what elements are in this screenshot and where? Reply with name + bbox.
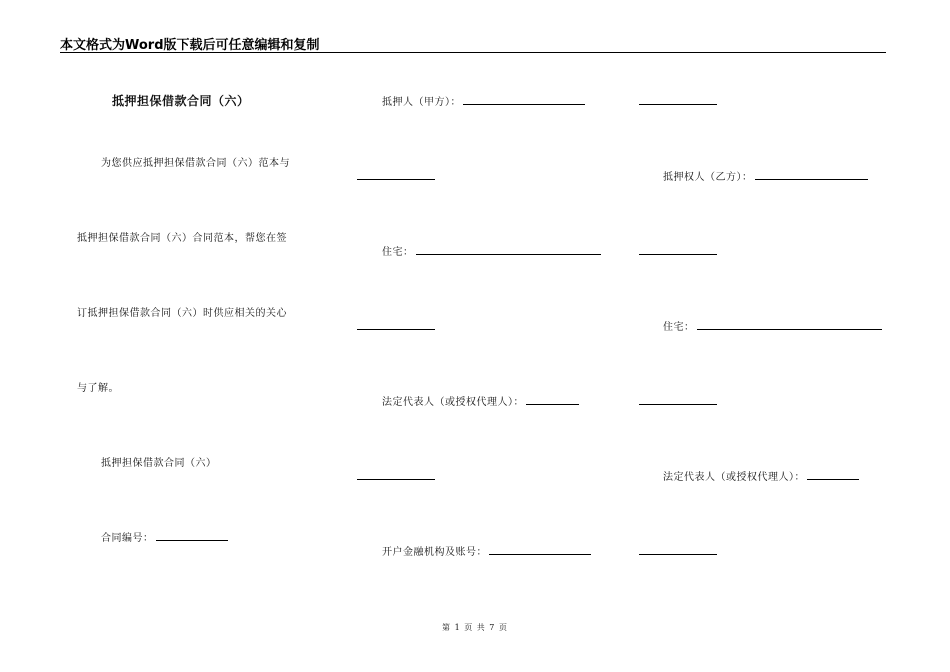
legal-rep-blank xyxy=(807,469,859,480)
continuation-blank xyxy=(639,554,717,555)
page-number: 第 1 页 共 7 页 xyxy=(442,623,508,632)
mortgagee-residence-field xyxy=(663,318,882,333)
residence-blank xyxy=(697,319,882,330)
continuation-blank xyxy=(639,104,717,105)
mortgagor-legal-rep-field xyxy=(382,393,579,408)
contract-name: 抵押担保借款合同（六） xyxy=(101,458,217,469)
contract-title: 抵押担保借款合同（六） xyxy=(112,94,250,108)
continuation-blank xyxy=(639,404,717,405)
bank-account-label: 开户金融机构及账号： xyxy=(382,547,487,558)
document-banner: 本文格式为Word版下载后可任意编辑和复制 xyxy=(60,38,320,53)
legal-rep-label: 法定代表人（或授权代理人）： xyxy=(663,472,805,483)
mortgagor-label: 抵押人（甲方）： xyxy=(382,97,461,108)
mortgagor-blank xyxy=(463,94,585,105)
mortgagee-label: 抵押权人（乙方）： xyxy=(663,172,753,183)
bank-account-field xyxy=(382,543,591,558)
residence-label: 住宅： xyxy=(382,247,414,258)
bank-account-blank xyxy=(489,544,591,555)
mortgagor-field xyxy=(382,93,585,108)
legal-rep-blank xyxy=(526,394,579,405)
continuation-blank xyxy=(357,179,435,180)
continuation-blank xyxy=(357,479,435,480)
intro-line-4: 与了解。 xyxy=(77,383,119,394)
intro-line-2: 抵押担保借款合同（六）合同范本，帮您在签 xyxy=(77,233,287,244)
continuation-blank xyxy=(357,329,435,330)
mortgagee-field xyxy=(663,168,868,183)
contract-number-label: 合同编号： xyxy=(101,533,154,544)
mortgagee-legal-rep-field xyxy=(663,468,859,483)
intro-line-3: 订抵押担保借款合同（六）时供应相关的关心 xyxy=(77,308,287,319)
mortgagee-blank xyxy=(755,169,868,180)
legal-rep-label: 法定代表人（或授权代理人）： xyxy=(382,397,524,408)
contract-number-field xyxy=(101,529,228,544)
continuation-blank xyxy=(639,254,717,255)
contract-number-blank xyxy=(156,530,228,541)
intro-line-1: 为您供应抵押担保借款合同（六）范本与 xyxy=(101,158,290,169)
mortgagor-residence-field xyxy=(382,243,601,258)
residence-label: 住宅： xyxy=(663,322,695,333)
residence-blank xyxy=(416,244,601,255)
header-divider xyxy=(60,52,886,53)
